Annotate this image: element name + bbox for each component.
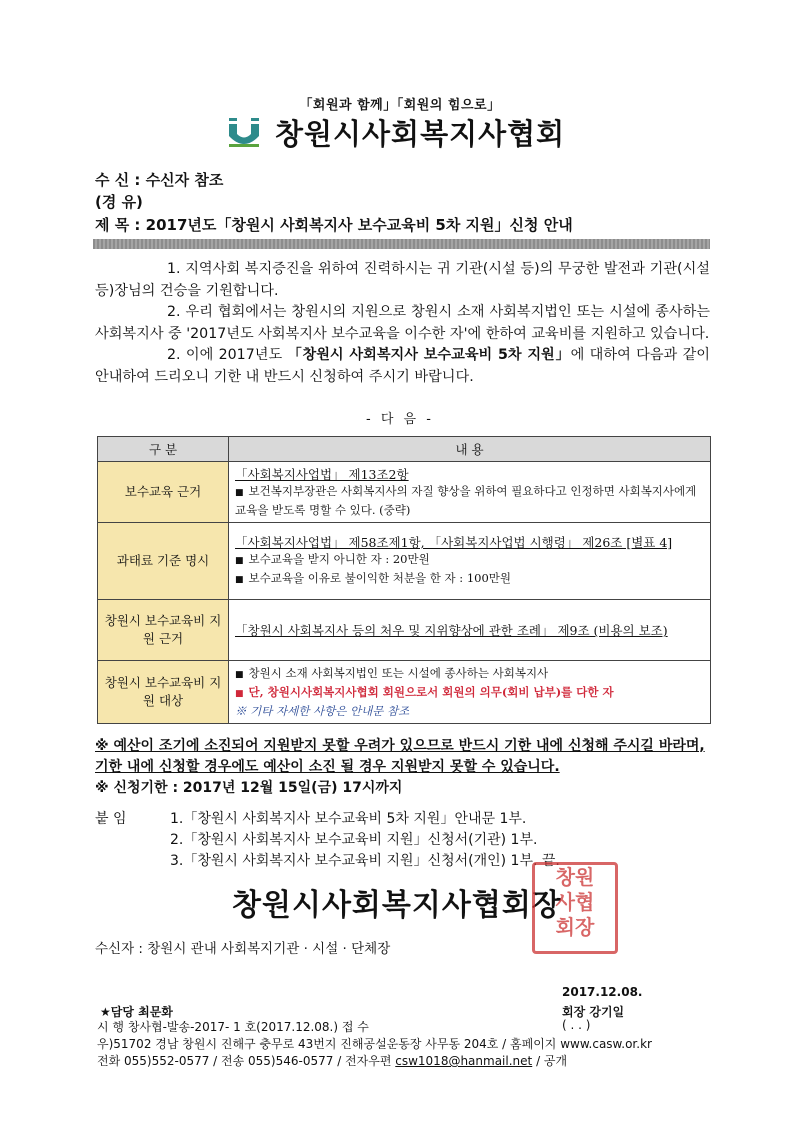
staff-in-charge: ★담당 최문화 [100,1005,173,1019]
org-title: 창원시사회복지사협회 [275,117,566,151]
address-line: 우)51702 경남 창원시 진해구 충무로 43번지 진해공설운동장 사무동 204호 / 홈페이지 www.casw.or.kr [97,1037,652,1051]
bullet-item: ■ 보수교육을 받지 아니한 자 : 20만원 [235,552,430,566]
deadline-notice: ※ 신청기한 : 2017년 12월 15일(금) 17시까지 [95,780,403,796]
document-date: 2017.12.08. [562,985,643,999]
row-label: 창원시 보수교육비 지원 대상 [98,661,229,724]
note-text: ※ 기타 자세한 사항은 안내문 참조 [235,703,410,718]
paragraph-2: 2. 우리 협회에서는 창원시의 지원으로 창원시 소재 사회복지법인 또는 시설에 종사하는 사회복지사 중 '2017년도 사회복지사 보수교육을 이수한 자'에 한하여 교육비를 지원하고 있습니다. [95,304,710,342]
paragraph-3-pre: 2. 이에 2017년도 [167,347,288,363]
official-seal: 창원 사협 회장 [532,862,618,954]
association-u-logo-icon [226,114,262,150]
row-content [229,462,711,523]
contact-line [97,1052,567,1069]
attachment-item: 3.「창원시 사회복지사 보수교육비 지원」신청서(개인) 1부. 끝. [170,853,560,869]
notice-block [95,736,715,799]
attachments-label: 붙 임 [95,811,127,827]
recipient-line: 수 신 : 수신자 참조 [95,171,224,189]
table-row [98,462,711,523]
document-number: 시 행 창사협-발송-2017- 1 호(2017.12.08.) 접 수 [97,1020,369,1034]
table-row [98,661,711,724]
bullet-item-highlight: ■ 단, 창원시사회복지사협회 회원으로서 회원의 의무(회비 납부)를 다한 자 [235,684,614,699]
recipients-line: 수신자 : 창원시 관내 사회복지기관 · 시설 · 단체장 [95,941,391,957]
row-label: 창원시 보수교육비 지원 근거 [98,600,229,661]
paragraph-3 [95,345,710,388]
paragraph-3-bold: 「창원시 사회복지사 보수교육비 5차 지원」 [287,347,571,363]
budget-notice: ※ 예산이 조기에 소진되어 지원받지 못할 우려가 있으므로 반드시 기한 내에 신청해 주시길 바라며, 기한 내에 신청할 경우에도 예산이 소진 될 경우 지원받지 못할 수 있습니다. [95,738,705,775]
row-content [229,600,711,661]
row-label: 보수교육 근거 [98,462,229,523]
president-name: 회장 강기일 [562,1005,625,1019]
contact-phone-fax: 전화 055)552-0577 / 전송 055)546-0577 / 전자우편 [97,1054,396,1068]
contact-public: / 공개 [532,1054,568,1068]
divider-bar [93,239,710,249]
legal-reference: 「사회복지사업법」 제58조제1항, 「사회복지사업법 시행령」 제26조 [별표 4] [235,535,673,550]
row-content [229,523,711,600]
table-row [98,600,711,661]
row-label: 과태료 기준 명시 [98,523,229,600]
table-header-row [98,437,711,462]
paragraph-1: 1. 지역사회 복지증진을 위하여 진력하시는 귀 기관(시설 등)의 무궁한 발전과 기관(시설 등)장님의 건승을 기원합니다. [95,261,710,299]
legal-reference: 「사회복지사업법」 제13조2항 [235,467,409,482]
bullet-item: ■ 창원시 소재 사회복지법인 또는 시설에 종사하는 사회복지사 [235,665,549,680]
attachments-list [170,809,560,872]
table-row [98,523,711,600]
legal-reference: 「창원시 사회복지사 등의 처우 및 지위향상에 관한 조례」 제9조 (비용의 보조) [235,623,668,638]
row-content [229,661,711,724]
email-link[interactable]: csw1018@hanmail.net [395,1054,533,1068]
attachment-item: 2.「창원시 사회복지사 보수교육비 지원」신청서(기관) 1부. [170,832,538,848]
receipt-blank: ( . . ) [562,1018,591,1032]
slogan: 「회원과 함께」「회원의 힘으로」 [299,98,501,113]
bullet-item: ■ 보수교육을 이유로 불이익한 처분을 한 자 : 100만원 [235,571,511,585]
via-line: (경 유) [95,193,143,211]
paragraph-3-post: 에 대하여 다음과 같이 안내하여 드리오니 기한 내 반드시 신청하여 주시기 바랍니다. [95,347,710,385]
body-paragraphs [95,259,710,388]
subject-line: 제 목 : 2017년도「창원시 사회복지사 보수교육비 5차 지원」신청 안내 [95,216,573,234]
bullet-item: ■ 보건복지부장관은 사회복지사의 자질 향상을 위하여 필요하다고 인정하면 사회복지사에게 교육을 받도록 명할 수 있다. (중략) [235,484,697,517]
center-label: - 다 음 - [366,412,434,427]
table-header-category: 구 분 [98,437,229,462]
attachment-item: 1.「창원시 사회복지사 보수교육비 5차 지원」안내문 1부. [170,811,527,827]
sender-name: 창원시사회복지사협회장 [232,888,562,923]
info-table [97,436,711,724]
table-header-content: 내 용 [229,437,711,462]
